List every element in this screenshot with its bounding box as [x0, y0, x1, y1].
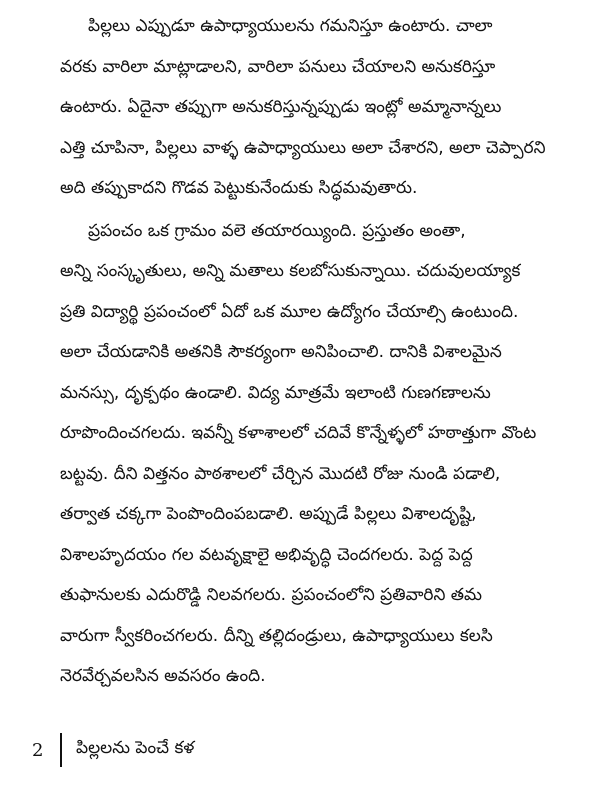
body-text	[60, 6, 580, 697]
text-line: వారుగా స్వీకరించగలరు. దీన్ని తల్లిదండ్రులు, ఉపాధ్యాయులు కలసి	[60, 625, 493, 646]
page-number: 2	[32, 739, 44, 761]
text-line: అలా చేయడానికి అతనికి సౌకర్యంగా అనిపించాలి. దానికి విశాలమైన	[60, 342, 502, 362]
text-line: ప్రపంచం ఒక గ్రామం వలె తయారయ్యింది. ప్రస్తుతం అంతా,	[88, 220, 466, 241]
text-line: ఎత్తి చూపినా, పిల్లలు వాళ్ళ ఉపాధ్యాయులు అలా చేశారని, అలా చెప్పారని	[60, 137, 546, 158]
paragraph-1	[60, 6, 580, 209]
text-line: విశాలహృదయం గల వటవృక్షాలై అభివృద్ధి చెందగలరు. పెద్ద పెద్ద	[60, 544, 473, 565]
text-line: తర్వాత చక్కగా పెంపొందింపబడాలి. అప్పుడే పిల్లలు విశాలదృష్టి,	[60, 504, 477, 524]
text-line: నెరవేర్చవలసిన అవసరం ఉంది.	[60, 666, 266, 686]
text-line: బట్టవు. దీని విత్తనం పాఠశాలలో చేర్చిన మొదటి రోజు నుండి పడాలి,	[60, 463, 501, 484]
text-line: మనస్సు, దృక్పథం ఉండాలి. విద్య మాత్రమే ఇలాంటి గుణగణాలను	[60, 382, 491, 403]
paragraph-2	[60, 211, 580, 697]
text-line: అన్ని సంస్కృతులు, అన్ని మతాలు కలబోసుకున్నాయి. చదువులయ్యాక	[60, 261, 521, 281]
text-line: ఉంటారు. ఏదైనా తప్పుగా అనుకరిస్తున్నప్పుడు ఇంట్లో అమ్మానాన్నలు	[60, 97, 502, 117]
text-line: అది తప్పుకాదని గొడవ పెట్టుకునేందుకు సిద్ధమవుతారు.	[60, 178, 418, 198]
text-line: ప్రతి విద్యార్థి ప్రపంచంలో ఏదో ఒక మూల ఉద్యోగం చేయాల్సి ఉంటుంది.	[60, 301, 519, 322]
text-line: వరకు వారిలా మాట్లాడాలని, వారిలా పనులు చేయాలని అనుకరిస్తూ	[60, 56, 496, 77]
text-line: పిల్లలు ఎప్పుడూ ఉపాధ్యాయులను గమనిస్తూ ఉంటారు. చాలా	[88, 16, 493, 36]
footer-divider	[60, 733, 62, 767]
book-title: పిల్లలను పెంచే కళ	[76, 738, 195, 758]
page-footer	[32, 730, 194, 770]
text-line: తుఫానులకు ఎదురొడ్డి నిలవగలరు. ప్రపంచంలోని ప్రతివారిని తమ	[60, 585, 483, 605]
text-line: రూపొందించగలదు. ఇవన్నీ కళాశాలలో చదివే కొన్నేళ్ళలో హఠాత్తుగా వొంట	[60, 423, 537, 443]
